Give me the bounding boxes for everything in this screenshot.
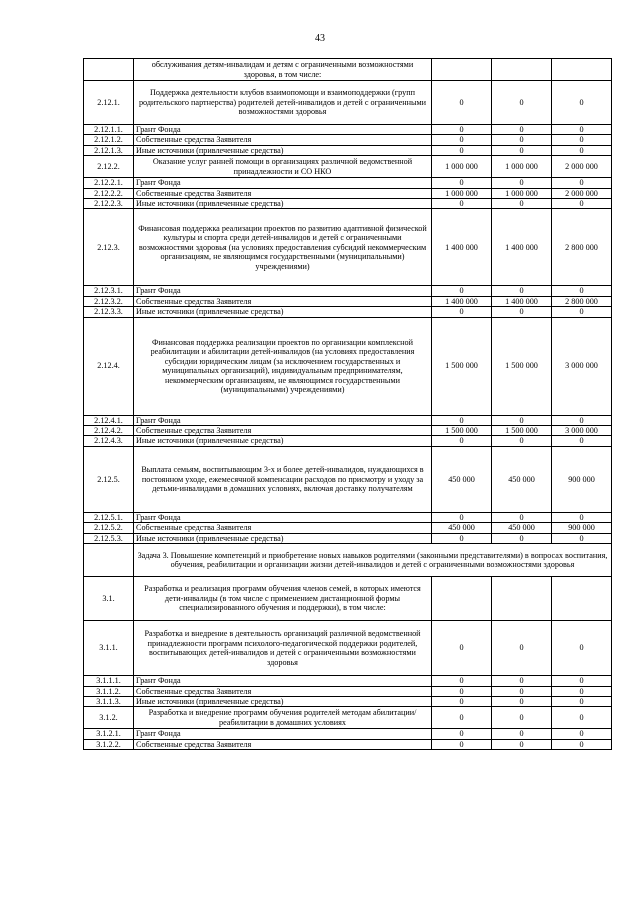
amount-year-2: 450 000 (492, 446, 552, 512)
amount-year-2: 0 (492, 178, 552, 188)
amount-year-3: 0 (552, 178, 612, 188)
amount-year-3: 0 (552, 533, 612, 543)
amount-year-3: 0 (552, 135, 612, 145)
row-number: 2.12.1. (84, 81, 134, 125)
row-number: 2.12.4.3. (84, 436, 134, 446)
amount-year-2 (492, 577, 552, 621)
amount-year-3: 3 000 000 (552, 426, 612, 436)
amount-year-3: 0 (552, 739, 612, 749)
amount-year-2: 0 (492, 676, 552, 686)
row-description: Грант Фонда (134, 512, 432, 522)
table-row (84, 533, 612, 543)
row-description: Собственные средства Заявителя (134, 135, 432, 145)
row-number: 2.12.1.1. (84, 125, 134, 135)
row-number: 3.1.2. (84, 707, 134, 729)
row-number (84, 59, 134, 81)
table-row (84, 436, 612, 446)
row-number: 2.12.1.3. (84, 145, 134, 155)
amount-year-2: 0 (492, 436, 552, 446)
row-number: 3.1. (84, 577, 134, 621)
amount-year-3: 2 000 000 (552, 188, 612, 198)
amount-year-3: 0 (552, 621, 612, 676)
budget-table (83, 58, 612, 750)
amount-year-3: 0 (552, 729, 612, 739)
row-description: Разработка и реализация программ обучения членов семей, в которых имеются дети-инвалиды (в том числе с применением дистанционной формы специализированного обучения и поддержки), в том числе: (134, 577, 432, 621)
row-number: 2.12.5. (84, 446, 134, 512)
row-number: 2.12.3. (84, 209, 134, 286)
amount-year-3: 900 000 (552, 523, 612, 533)
table-row (84, 317, 612, 415)
amount-year-2: 0 (492, 707, 552, 729)
amount-year-3: 0 (552, 436, 612, 446)
row-number: 2.12.4. (84, 317, 134, 415)
row-description: Иные источники (привлеченные средства) (134, 145, 432, 155)
amount-year-3: 0 (552, 676, 612, 686)
amount-year-2: 1 400 000 (492, 209, 552, 286)
row-description: Иные источники (привлеченные средства) (134, 199, 432, 209)
row-number: 3.1.2.1. (84, 729, 134, 739)
amount-year-1: 0 (432, 436, 492, 446)
table-row (84, 577, 612, 621)
table-row (84, 446, 612, 512)
row-number: 3.1.1.1. (84, 676, 134, 686)
amount-year-3: 900 000 (552, 446, 612, 512)
row-description: Собственные средства Заявителя (134, 686, 432, 696)
table-row (84, 81, 612, 125)
table-row (84, 125, 612, 135)
table-row (84, 739, 612, 749)
amount-year-1: 0 (432, 621, 492, 676)
row-number: 2.12.1.2. (84, 135, 134, 145)
amount-year-1: 0 (432, 676, 492, 686)
amount-year-1: 0 (432, 707, 492, 729)
amount-year-2: 0 (492, 621, 552, 676)
amount-year-2: 0 (492, 686, 552, 696)
amount-year-1: 1 500 000 (432, 426, 492, 436)
row-number: 2.12.5.2. (84, 523, 134, 533)
row-description: Собственные средства Заявителя (134, 188, 432, 198)
amount-year-1: 450 000 (432, 446, 492, 512)
table-row (84, 621, 612, 676)
table-row (84, 696, 612, 706)
amount-year-2: 0 (492, 199, 552, 209)
amount-year-1: 0 (432, 512, 492, 522)
row-description: Поддержка деятельности клубов взаимопомощи и взаимоподдержки (групп родительского партнерства) родителей детей-инвалидов и детей с ограниченными возможностями здоровья (134, 81, 432, 125)
table-row (84, 707, 612, 729)
amount-year-2: 1 000 000 (492, 156, 552, 178)
row-description: Иные источники (привлеченные средства) (134, 436, 432, 446)
table-row (84, 209, 612, 286)
table-row (84, 523, 612, 533)
row-number: 3.1.1.3. (84, 696, 134, 706)
row-description: Грант Фонда (134, 729, 432, 739)
table-row (84, 676, 612, 686)
row-number: 2.12.5.1. (84, 512, 134, 522)
amount-year-2: 0 (492, 81, 552, 125)
row-number: 3.1.2.2. (84, 739, 134, 749)
row-description: Выплата семьям, воспитывающим 3-х и более детей-инвалидов, нуждающихся в постоянном уходе, ежемесячной компенсации расходов по присмотру и уходу за детьми-инвалидами в домашних условиях, включая доставку получателям (134, 446, 432, 512)
amount-year-2: 0 (492, 307, 552, 317)
amount-year-2: 1 400 000 (492, 296, 552, 306)
amount-year-2: 1 500 000 (492, 426, 552, 436)
row-number: 2.12.4.1. (84, 415, 134, 425)
amount-year-3 (552, 59, 612, 81)
amount-year-2: 450 000 (492, 523, 552, 533)
amount-year-3: 2 800 000 (552, 296, 612, 306)
row-description: Финансовая поддержка реализации проектов по развитию адаптивной физической культуры и спорта среди детей-инвалидов и детей с ограниченными возможностями здоровья (на условиях предоставления субсидий некоммерческим организациям, не являющимся государственными (муниципальными) учреждениями) (134, 209, 432, 286)
amount-year-3: 2 800 000 (552, 209, 612, 286)
row-description: Грант Фонда (134, 178, 432, 188)
page-number: 43 (315, 33, 325, 44)
amount-year-1: 0 (432, 145, 492, 155)
budget-table-body (84, 59, 612, 750)
amount-year-1: 0 (432, 286, 492, 296)
amount-year-2: 0 (492, 512, 552, 522)
row-description: Разработка и внедрение в деятельность организаций различной ведомственной принадлежности программ психолого-педагогической поддержки родителей, воспитывающих детей-инвалидов и детей с ограниченными возможностями здоровья (134, 621, 432, 676)
amount-year-1: 0 (432, 125, 492, 135)
row-number (84, 544, 134, 577)
amount-year-2: 0 (492, 415, 552, 425)
amount-year-1: 0 (432, 533, 492, 543)
amount-year-1 (432, 577, 492, 621)
row-number: 2.12.2.2. (84, 188, 134, 198)
amount-year-1: 0 (432, 199, 492, 209)
row-number: 3.1.1. (84, 621, 134, 676)
table-row (84, 307, 612, 317)
table-row (84, 178, 612, 188)
row-description: Собственные средства Заявителя (134, 739, 432, 749)
table-row (84, 145, 612, 155)
amount-year-1: 450 000 (432, 523, 492, 533)
amount-year-2: 0 (492, 533, 552, 543)
amount-year-3: 0 (552, 125, 612, 135)
amount-year-2: 1 000 000 (492, 188, 552, 198)
amount-year-3: 0 (552, 707, 612, 729)
row-number: 2.12.5.3. (84, 533, 134, 543)
row-description: Разработка и внедрение программ обучения родителей методам абилитации/реабилитации в домашних условиях (134, 707, 432, 729)
amount-year-1: 0 (432, 135, 492, 145)
amount-year-2: 0 (492, 145, 552, 155)
row-description: Собственные средства Заявителя (134, 296, 432, 306)
row-description: Иные источники (привлеченные средства) (134, 533, 432, 543)
table-row (84, 512, 612, 522)
row-number: 2.12.2.1. (84, 178, 134, 188)
amount-year-1 (432, 59, 492, 81)
amount-year-1: 1 400 000 (432, 296, 492, 306)
row-number: 2.12.2. (84, 156, 134, 178)
row-number: 2.12.3.2. (84, 296, 134, 306)
amount-year-2: 0 (492, 135, 552, 145)
amount-year-3: 0 (552, 696, 612, 706)
amount-year-1: 0 (432, 81, 492, 125)
table-row (84, 199, 612, 209)
row-number: 2.12.2.3. (84, 199, 134, 209)
amount-year-1: 0 (432, 729, 492, 739)
row-description: Грант Фонда (134, 676, 432, 686)
row-description: обслуживания детям-инвалидам и детям с ограниченными возможностями здоровья, в том числе: (134, 59, 432, 81)
amount-year-3: 2 000 000 (552, 156, 612, 178)
amount-year-3: 0 (552, 81, 612, 125)
table-row (84, 426, 612, 436)
amount-year-3 (552, 577, 612, 621)
row-description: Иные источники (привлеченные средства) (134, 696, 432, 706)
amount-year-1: 0 (432, 696, 492, 706)
row-number: 2.12.3.3. (84, 307, 134, 317)
amount-year-3: 0 (552, 145, 612, 155)
table-row (84, 686, 612, 696)
amount-year-1: 1 000 000 (432, 188, 492, 198)
table-row (84, 296, 612, 306)
amount-year-3: 0 (552, 415, 612, 425)
row-number: 2.12.3.1. (84, 286, 134, 296)
row-description: Грант Фонда (134, 125, 432, 135)
amount-year-1: 1 500 000 (432, 317, 492, 415)
row-description: Собственные средства Заявителя (134, 523, 432, 533)
amount-year-3: 0 (552, 307, 612, 317)
table-row (84, 729, 612, 739)
amount-year-1: 0 (432, 415, 492, 425)
table-row (84, 156, 612, 178)
amount-year-3: 0 (552, 686, 612, 696)
amount-year-1: 1 000 000 (432, 156, 492, 178)
row-description: Финансовая поддержка реализации проектов по организации комплексной реабилитации и абилитации детей-инвалидов (на условиях предоставления субсидии юридическим лицам (за исключением государственных и муниципальных организаций), индивидуальным предпринимателям, некоммерческим организациям, не являющимся государственными (муниципальными) учреждениями) (134, 317, 432, 415)
amount-year-1: 0 (432, 739, 492, 749)
amount-year-2: 0 (492, 729, 552, 739)
table-row (84, 59, 612, 81)
table-row (84, 135, 612, 145)
amount-year-2: 0 (492, 696, 552, 706)
row-description: Грант Фонда (134, 415, 432, 425)
amount-year-3: 0 (552, 286, 612, 296)
amount-year-1: 0 (432, 178, 492, 188)
amount-year-3: 0 (552, 512, 612, 522)
task-description: Задача 3. Повышение компетенций и приобретение новых навыков родителями (законными представителями) в вопросах воспитания, обучения, реабилитации и организации жизни детей-инвалидов и детей с ограниченными возможностями здоровья (134, 544, 612, 577)
table-row (84, 188, 612, 198)
amount-year-2: 0 (492, 125, 552, 135)
amount-year-2: 1 500 000 (492, 317, 552, 415)
amount-year-1: 0 (432, 686, 492, 696)
row-description: Грант Фонда (134, 286, 432, 296)
task-row (84, 544, 612, 577)
row-description: Оказание услуг ранней помощи в организациях различной ведомственной принадлежности и СО НКО (134, 156, 432, 178)
row-number: 3.1.1.2. (84, 686, 134, 696)
amount-year-3: 0 (552, 199, 612, 209)
amount-year-1: 0 (432, 307, 492, 317)
table-row (84, 286, 612, 296)
row-number: 2.12.4.2. (84, 426, 134, 436)
row-description: Иные источники (привлеченные средства) (134, 307, 432, 317)
table-row (84, 415, 612, 425)
amount-year-3: 3 000 000 (552, 317, 612, 415)
amount-year-2 (492, 59, 552, 81)
amount-year-2: 0 (492, 739, 552, 749)
row-description: Собственные средства Заявителя (134, 426, 432, 436)
amount-year-1: 1 400 000 (432, 209, 492, 286)
amount-year-2: 0 (492, 286, 552, 296)
